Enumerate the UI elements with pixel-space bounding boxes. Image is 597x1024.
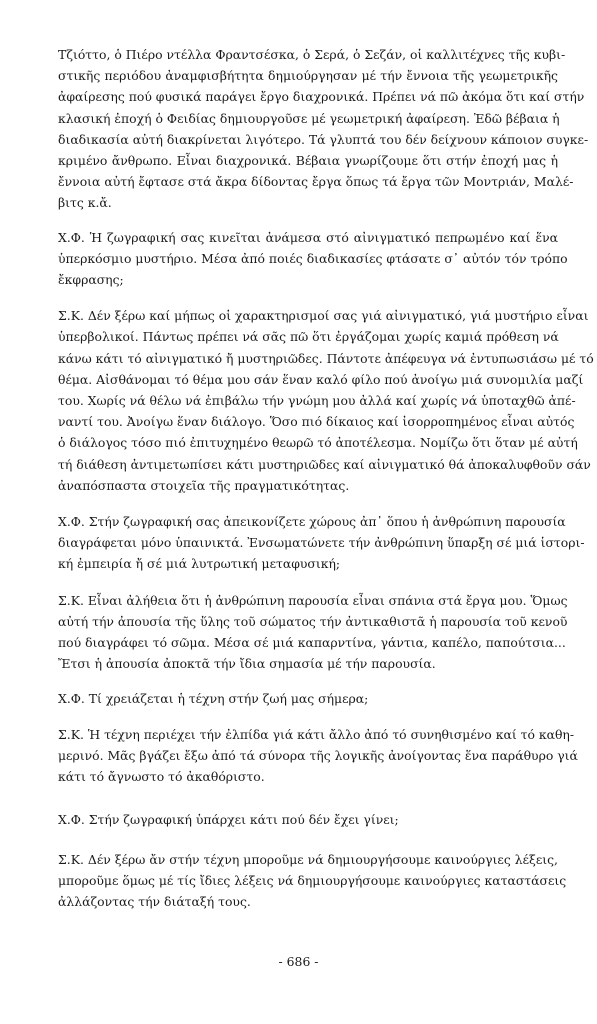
paragraph-3-answer <box>58 305 594 496</box>
text-line: αὐτή τήν ἀπουσία τῆς ὕλης τοῦ σώματος τήν ἀντικαθιστᾶ ἡ παρουσία τοῦ κενοῦ <box>58 613 568 629</box>
text-line: κλασική ἐποχή ὁ Φειδίας δημιουργοῦσε μέ γεωμετρική ἀφαίρεση. Ἐδῶ βέβαια ἡ <box>58 110 560 126</box>
paragraph-2-question <box>58 227 568 291</box>
paragraph-4-question <box>58 511 585 575</box>
text-line: ὑπερκόσμιο μυστήριο. Μέσα ἀπό ποιές διαδικασίες φτάσατε σ᾿ αὐτόν τόν τρόπο <box>58 250 568 266</box>
paragraph-9-answer <box>58 849 567 913</box>
paragraph-7-answer <box>58 724 578 788</box>
text-line: θέμα. Αἰσθάνομαι τό θέμα μου σάν ἕναν καλό φίλο πού ἀνοίγω μιά συνομιλία μαζί <box>58 371 584 387</box>
paragraph-5-answer <box>58 590 568 675</box>
text-line: διαδικασία αὐτή διακρίνεται λιγότερο. Τά γλυπτά του δέν δείχνουν κάποιον συγκε- <box>58 131 589 147</box>
text-line: μποροῦμε ὅμως μέ τίς ἴδιες λέξεις νά δημιουργήσουμε καινούργιες καταστάσεις <box>58 872 567 888</box>
text-line: Σ.Κ. Δέν ξέρω ἄν στήν τέχνη μποροῦμε νά δημιουργήσουμε καινούργιες λέξεις, <box>58 851 558 867</box>
paragraph-8-question <box>58 809 558 830</box>
text-line: Σ.Κ. Εἶναι ἀλήθεια ὅτι ἡ ἀνθρώπινη παρουσία εἶναι σπάνια στά ἔργα μου. Ὅμως <box>58 592 568 608</box>
paragraph-6-question <box>58 688 558 709</box>
text-line: διαγράφεται μόνο ὑπαινικτά. Ἐνσωματώνετε τήν ἀνθρώπινη ὕπαρξη σέ μιά ἱστορι- <box>58 535 585 551</box>
text-line: τή διάθεση ἀντιμετωπίσει κάτι μυστηριῶδες καί αἰνιγματικό θά ἀποκαλυφθοῦν σάν <box>58 456 591 472</box>
page-content <box>58 44 594 926</box>
text-line: κριμένο ἄνθρωπο. Εἶναι διαχρονικά. Βέβαια γνωρίζουμε ὅτι στήν ἐποχή μας ἡ <box>58 153 558 169</box>
text-line: ἔννοια αὐτή ἔφτασε στά ἄκρα δίδοντας ἔργα ὅπως τά ἔργα τῶν Μοντριάν, Μαλέ- <box>58 174 574 190</box>
text-line: στικῆς περιόδου ἀναμφισβήτητα δημιούργησαν μέ τήν ἔννοια τῆς γεωμετρικῆς <box>58 68 558 84</box>
text-line: κάνω κάτι τό αἰνιγματικό ἤ μυστηριῶδες. Πάντοτε ἀπέφευγα νά ἐντυπωσιάσω μέ τό <box>58 350 594 366</box>
text-line: Χ.Φ. Ἡ ζωγραφική σας κινεῖται ἀνάμεσα στό αἰνιγματικό πεπρωμένο καί ἕνα <box>58 229 558 245</box>
text-line: Τζιόττο, ὁ Πιέρο ντέλλα Φραντσέσκα, ὁ Σερά, ὁ Σεζάν, οἱ καλλιτέχνες τῆς κυβι- <box>58 47 566 62</box>
text-line: ἀφαίρεσης πού φυσικά παράγει ἔργο διαχρονικά. Πρέπει νά πῶ ἀκόμα ὅτι καί στήν <box>58 89 585 105</box>
text-line: ἀναπόσπαστα στοιχεῖα τῆς πραγματικότητας. <box>58 477 350 493</box>
text-line: Χ.Φ. Στήν ζωγραφική ὑπάρχει κάτι πού δέν ἔχει γίνει; <box>58 812 399 828</box>
text-line: Ἔτσι ἡ ἀπουσία ἀποκτᾶ τήν ἴδια σημασία μέ τήν παρουσία. <box>58 656 436 672</box>
text-line: βιτς κ.ἄ. <box>58 195 112 211</box>
text-line: Σ.Κ. Δέν ξέρω καί μήπως οἱ χαρακτηρισμοί σας γιά αἰνιγματικό, γιά μυστήριο εἶναι <box>58 308 589 324</box>
text-line: ὁ διάλογος τόσο πιό ἐπιτυχημένο θεωρῶ τό ἀποτέλεσμα. Νομίζω ὅτι ὅταν μέ αὐτή <box>58 435 578 451</box>
text-line: ὑπερβολικοί. Πάντως πρέπει νά σᾶς πῶ ὅτι ἐργάζομαι χωρίς καμιά πρόθεση νά <box>58 329 559 345</box>
text-line: Χ.Φ. Στήν ζωγραφική σας ἀπεικονίζετε χώρους ἀπ᾿ ὅπου ἡ ἀνθρώπινη παρουσία <box>58 514 566 530</box>
text-line: Σ.Κ. Ἡ τέχνη περιέχει τήν ἐλπίδα γιά κάτι ἄλλο ἀπό τό συνηθισμένο καί τό καθη- <box>58 726 575 742</box>
text-line: πού διαγράφει τό σῶμα. Μέσα σέ μιά καπαρντίνα, γάντια, καπέλο, παπούτσια... <box>58 635 566 651</box>
text-line: κή ἐμπειρία ἤ σέ μιά λυτρωτική μεταφυσική; <box>58 556 341 572</box>
paragraph-1 <box>58 44 589 214</box>
text-line: Χ.Φ. Τί χρειάζεται ἡ τέχνη στήν ζωή μας σήμερα; <box>58 691 369 707</box>
text-line: ναντί του. Ἀνοίγω ἕναν διάλογο. Ὅσο πιό δίκαιος καί ἰσορροπημένος εἶναι αὐτός <box>58 414 575 430</box>
page-number: - 686 - <box>278 954 319 969</box>
text-line: μερινό. Μᾶς βγάζει ἔξω ἀπό τά σύνορα τῆς λογικῆς ἀνοίγοντας ἕνα παράθυρο γιά <box>58 747 578 763</box>
text-line: κάτι τό ἄγνωστο τό ἀκαθόριστο. <box>58 769 265 785</box>
text-line: ἀλλάζοντας τήν διάταξή τους. <box>58 893 251 909</box>
text-line: ἔκφρασης; <box>58 272 124 288</box>
text-line: του. Χωρίς νά θέλω νά ἐπιβάλω τήν γνώμη μου ἀλλά καί χωρίς νά ὑποταχθῶ ἀπέ- <box>58 393 576 409</box>
